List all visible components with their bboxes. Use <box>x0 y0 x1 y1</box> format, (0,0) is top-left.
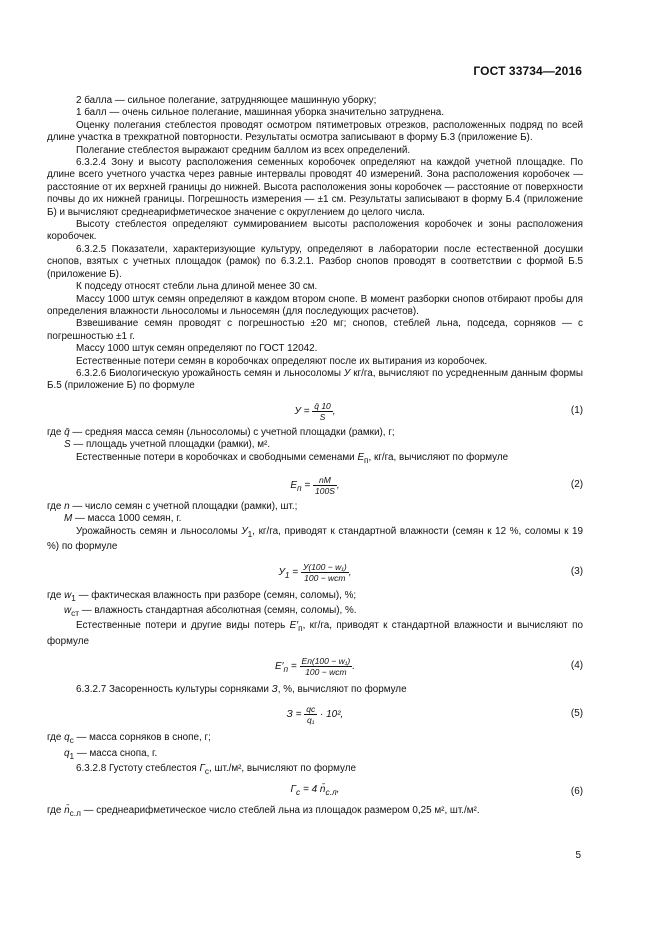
formula-number: (5) <box>570 708 583 720</box>
subscript: 1 <box>247 529 253 539</box>
formula-expr: = 4 n̄ <box>300 783 326 795</box>
text: Урожайность семян и льносоломы <box>76 525 242 537</box>
numerator: q̄ 10 <box>314 400 331 411</box>
variable: З <box>271 684 278 696</box>
paragraph <box>47 452 583 467</box>
paragraph: Полегание стеблестоя выражают средним баллом из всех определений. <box>76 144 411 156</box>
formula-lhs: У = <box>294 405 313 417</box>
variable: М <box>64 513 73 525</box>
formula-tail: , <box>336 480 340 492</box>
formula-3 <box>47 556 583 588</box>
numerator: nM <box>313 475 337 486</box>
subscript: ст <box>71 608 80 618</box>
where-line <box>47 439 583 451</box>
paragraph <box>47 763 583 778</box>
subscript: п <box>364 455 369 465</box>
fraction <box>313 475 337 496</box>
variable: S <box>64 439 71 451</box>
where-line <box>47 501 583 513</box>
formula-number: (6) <box>570 785 583 797</box>
document-body <box>47 95 583 820</box>
text: Естественные потери и другие виды потерь <box>76 620 290 632</box>
formula-tail: , <box>332 405 336 417</box>
text: — масса 1000 семян, г. <box>72 513 182 525</box>
text: где <box>47 426 65 438</box>
text: , шт./м², вычисляют по формуле <box>209 763 356 775</box>
formula-expression <box>47 656 583 677</box>
paragraph <box>47 526 583 554</box>
denominator: 100 − wст <box>304 572 346 583</box>
formula-expression <box>47 784 583 798</box>
formula-lhs: Г <box>290 783 296 795</box>
paragraph: Оценку полегания стеблестоя проводят осмотром пятиметровых отрезков, расположенных подряд по всей длине участка в трехкратной повторности. Результаты осмотра записывают в форму Б.3 (приложение Б). <box>47 119 583 144</box>
formula-lhs: У <box>278 566 285 578</box>
formula-lhs: Е′ <box>274 661 284 673</box>
fraction <box>300 656 356 678</box>
numerator: Еп(100 − w₁) <box>301 656 351 667</box>
text: , кг/га, приводят к стандартной влажности и вычисляют по формуле <box>47 620 583 647</box>
formula-tail: . <box>352 661 356 673</box>
equals: = <box>288 661 300 673</box>
formula-5 <box>47 698 583 730</box>
formula-expression <box>47 562 583 583</box>
paragraph <box>47 368 583 393</box>
numerator: qс <box>306 704 316 715</box>
text: 6.3.2.8 Густоту стеблестоя <box>76 763 200 775</box>
text: — площадь учетной площадки (рамки), м². <box>70 439 271 451</box>
text: — масса снопа, г. <box>74 747 158 759</box>
formula-lhs: Е <box>290 480 298 492</box>
formula-1 <box>47 395 583 425</box>
paragraph <box>47 620 583 648</box>
where-line <box>47 590 583 605</box>
formula-tail: , <box>336 783 340 795</box>
variable: q <box>64 747 70 759</box>
formula-tail: , <box>348 566 352 578</box>
paragraph: Высоту стеблестоя определяют суммированием высоты расположения коробочек и зоны расположения коробочек. <box>47 219 583 243</box>
paragraph: Взвешивание семян проводят с погрешностью ±20 мг; снопов, стеблей льна, подседа, сорняков — с погрешностью ±1 г. <box>47 318 583 342</box>
subscript: с <box>204 767 210 777</box>
formula-6 <box>47 781 583 803</box>
where-line <box>47 513 583 525</box>
fraction <box>301 562 349 583</box>
denominator: S <box>319 411 326 422</box>
variable: w <box>64 589 72 601</box>
formula-number: (1) <box>570 404 583 416</box>
formula-4 <box>47 650 583 682</box>
paragraph: 6.3.2.4 Зону и высоту расположения семенных коробочек определяют на каждой учетной площадке. По длине всего учетного участка через равные интервалы проводят 40 измерений. Зона расположения коробочек — расстояние от их верхней границы до нижней. Высота расположения зоны коробочек — расстояние от поверхности почвы до их нижней границы. Погрешность измерения — ±1 см. Результаты записывают в форму Б.4 (приложение Б) и вычисляют среднеарифметическое значение с округлением до целого числа. <box>47 157 583 218</box>
paragraph: 1 балл — очень сильное полегание, машинная уборка значительно затруднена. <box>76 107 445 119</box>
formula-lhs: З = <box>286 709 305 721</box>
where-line <box>47 732 583 747</box>
formula-expression <box>47 704 583 725</box>
where-line <box>47 805 583 820</box>
where-line <box>47 605 583 620</box>
text: где <box>47 804 65 816</box>
paragraph: 6.3.2.5 Показатели, характеризующие культуру, определяют в лаборатории после естественной досушки снопов, взятых с учетных площадок (рамок) по 6.3.2.1. Разбор снопов проводят в соответствии с формой Б.5 (приложение Б). <box>47 243 583 280</box>
text: кг/га, вычисляют по усредненным данным формы Б.5 (приложение Б) по формуле <box>47 367 583 392</box>
text: — число семян с учетной площадки (рамки), шт.; <box>69 500 298 512</box>
numerator: У(100 − w₁) <box>302 561 347 572</box>
text: , кг/га, приводят к стандартной влажности (семян к 12 %, соломы к 19 %) по формуле <box>47 525 584 553</box>
subscript: 1 <box>69 751 75 761</box>
text: — среднеарифметическое число стеблей льна из площадок размером 0,25 м², шт./м². <box>80 804 480 816</box>
variable: w <box>64 604 72 616</box>
equals: = <box>289 566 301 578</box>
variable: Е <box>357 451 365 463</box>
where-line <box>47 427 583 439</box>
formula-tail: · 10², <box>317 709 344 721</box>
formula-expression <box>47 475 583 496</box>
subscript: с <box>296 786 301 797</box>
subscript: п <box>298 624 303 634</box>
paragraph: К подседу относят стебли льна длиной менее 30 см. <box>76 281 318 293</box>
equals: = <box>301 480 314 492</box>
fraction <box>304 704 317 725</box>
variable: Е′ <box>289 620 299 632</box>
paragraph: Массу 1000 штук семян определяют по ГОСТ 12042. <box>76 343 318 355</box>
formula-2 <box>47 469 583 499</box>
variable: n̄ <box>64 804 70 816</box>
variable: q̄ <box>64 426 70 438</box>
variable: У <box>343 367 351 379</box>
variable: n <box>64 500 70 512</box>
subscript: п <box>297 483 302 494</box>
text: , кг/га, вычисляют по формуле <box>368 451 509 463</box>
text: где <box>47 732 65 744</box>
text: — фактическая влажность при разборе (семян, соломы), %; <box>75 589 357 601</box>
document-header: ГОСТ 33734—2016 <box>473 64 582 78</box>
text: — масса сорняков в снопе, г; <box>73 732 211 744</box>
text: где <box>47 500 65 512</box>
text: , %, вычисляют по формуле <box>277 684 407 696</box>
paragraph <box>47 684 583 696</box>
text: — влажность стандартная абсолютная (семян, соломы), %. <box>79 604 357 616</box>
subscript: 1 <box>71 593 76 603</box>
formula-expression <box>47 401 583 422</box>
subscript: с.л <box>69 808 81 818</box>
text: 6.3.2.6 Биологическую урожайность семян и льносоломы <box>76 367 344 379</box>
subscript: 1 <box>284 569 290 580</box>
fraction <box>312 401 333 422</box>
denominator: q₁ <box>307 715 315 726</box>
formula-number: (2) <box>570 478 583 490</box>
denominator: 100 − wст <box>305 667 347 678</box>
formula-number: (4) <box>570 660 583 672</box>
text: Естественные потери в коробочках и свободными семенами <box>76 451 358 463</box>
paragraph: Естественные потери семян в коробочках определяют после их вытирания из коробочек. <box>76 355 488 367</box>
text: 6.3.2.7 Засоренность культуры сорняками <box>76 684 272 696</box>
subscript: с.л <box>325 786 337 797</box>
text: где <box>47 589 65 601</box>
where-line <box>47 748 583 763</box>
subscript: п <box>283 664 289 675</box>
formula-number: (3) <box>570 565 583 577</box>
paragraph: 2 балла — сильное полегание, затрудняющее машинную уборку; <box>76 95 377 106</box>
denominator: 100S <box>315 485 335 496</box>
variable: q <box>64 732 70 744</box>
page-number: 5 <box>575 850 581 861</box>
variable: У <box>241 525 248 537</box>
paragraph: Массу 1000 штук семян определяют в каждом втором снопе. В момент разборки снопов отбирают пробы для определения влажности льносоломы и льносемян (для последующих расчетов). <box>47 293 583 317</box>
text: — средняя масса семян (льносоломы) с учетной площадки (рамки), г; <box>69 426 395 438</box>
variable: Г <box>199 763 205 775</box>
subscript: с <box>69 736 74 746</box>
